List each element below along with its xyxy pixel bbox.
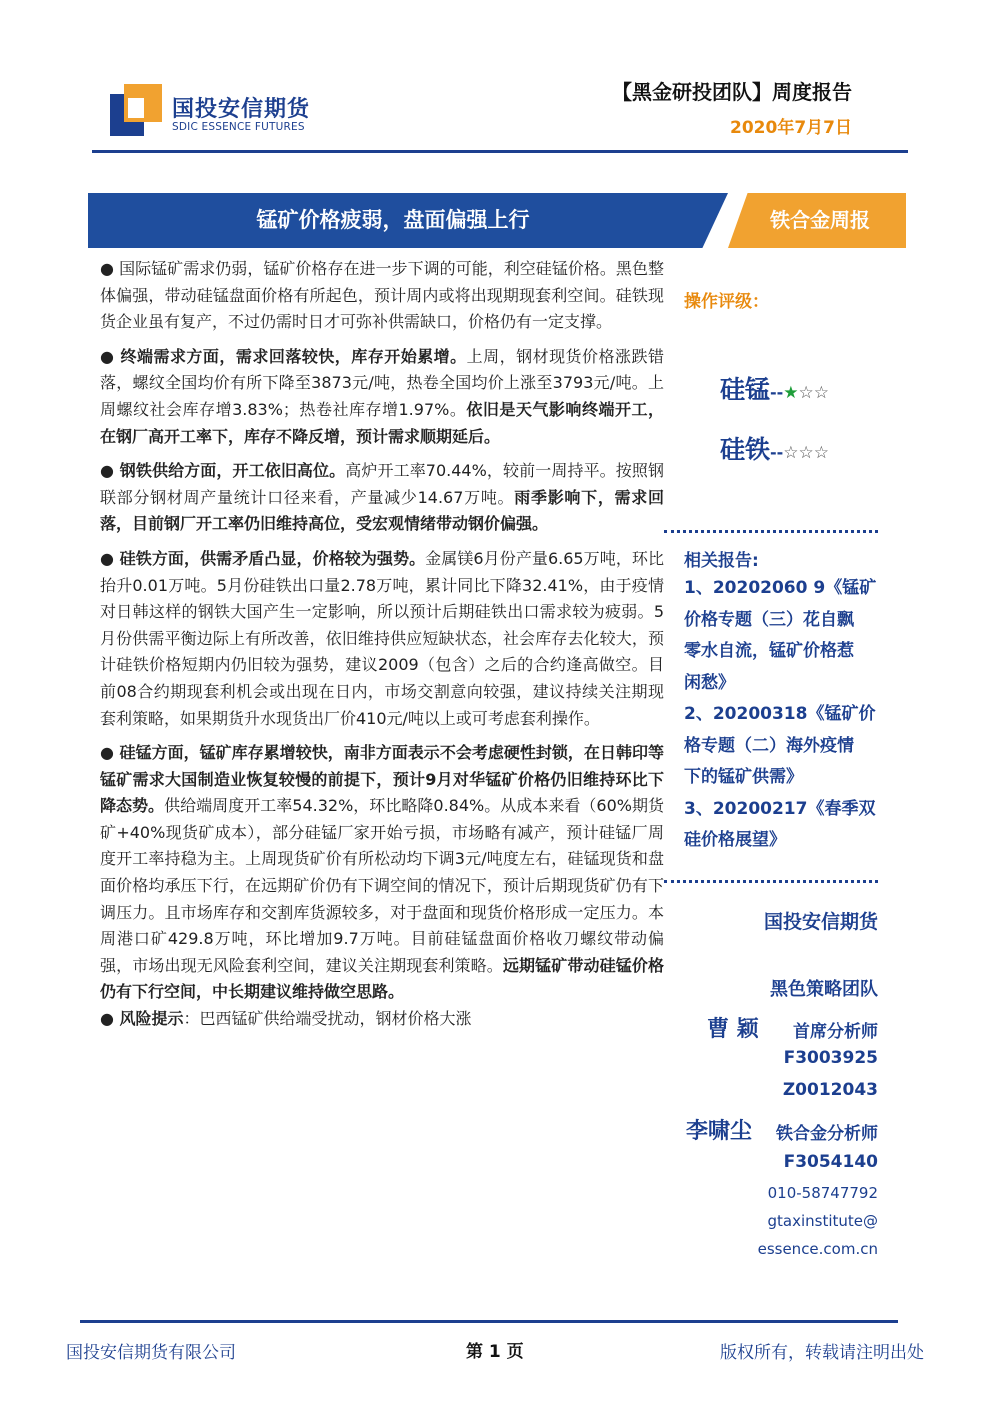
related-report-line[interactable]: 格专题（二）海外疫情 (684, 735, 854, 756)
header-divider (92, 150, 908, 153)
related-report-line[interactable]: 3、20200217《春季双 (684, 798, 876, 819)
risk-heading: ● 风险提示 (100, 1009, 184, 1029)
ferrosilicon-heading: ● 硅铁方面，供需矛盾凸显，价格较为强势。 (100, 548, 426, 568)
analyst2-license: F3054140 (783, 1152, 878, 1172)
demand-text: 上周，钢材现货价格涨跌错落，螺纹全国均价有所下降至3873元/吨，热卷全国均价上涨至3793元/吨。上周螺纹社会库存增3.83%；热卷社库存增1.97%。 (100, 346, 664, 419)
supply-heading: ● 钢铁供给方面，开工依旧高位。 (100, 461, 346, 481)
analyst1-license: F3003925 (783, 1048, 878, 1068)
footer-divider (80, 1320, 898, 1323)
report-date: 2020年7月7日 (730, 118, 852, 138)
analyst1-license: Z0012043 (782, 1080, 878, 1100)
ferrosilicon-text: 金属镁6月份产量6.65万吨，环比抬升0.01万吨。5月份硅铁出口量2.78万吨，累计同比下降32.41%，由于疫情对日韩这样的钢铁大国产生一定影响，所以预计后期硅铁出口需求较为疲弱。5月份供需平衡边际上有所改善，依旧维持供应短缺状态，社会库存去化较大，预计硅铁价格短期内仍旧较为强势，建议2009（包含）之后的合约逢高做空。目前08合约期现套利机会或出现在日内，市场交割意向较强，建议持续关注期现套利策略，如果期货升水现货出厂价410元/吨以上或可考虑套利操作。 (100, 548, 664, 728)
related-reports-heading: 相关报告: (684, 551, 759, 571)
star-filled-icon: ★ (783, 383, 799, 403)
analyst1-name: 曹 颖 (707, 1017, 759, 1042)
footer-copyright: 版权所有，转载请注明出处 (720, 1343, 924, 1363)
risk-text: ：巴西锰矿供给端受扰动，钢材价格大涨 (183, 1009, 472, 1029)
logo-mark-icon (110, 84, 162, 136)
rating-dash: -- (770, 383, 784, 402)
sidebar-company: 国投安信期货 (763, 911, 878, 933)
contact-email[interactable]: gtaxinstitute@ (767, 1212, 878, 1230)
supply-conclusion: 雨季影响下，需求回落，目前钢厂开工率仍旧维持高位，受宏观情绪带动钢价偏强。 (100, 487, 664, 534)
demand-heading: ● 终端需求方面，需求回落较快，库存开始累增。 (100, 346, 467, 366)
demand-conclusion: 依旧是天气影响终端开工，在钢厂高开工率下，库存不降反增，预计需求顺期延后。 (100, 399, 664, 446)
paragraph-risk (100, 1006, 664, 1033)
paragraph-supply (100, 458, 664, 538)
logo-text-en: SDIC ESSENCE FUTURES (172, 121, 305, 133)
star-empty-icon: ☆☆☆ (783, 443, 830, 463)
dotted-divider (664, 880, 878, 883)
related-report-line[interactable]: 零水自流，锰矿价格惹 (684, 641, 854, 661)
paragraph-summary: ● 国际锰矿需求仍弱，锰矿价格存在进一步下调的可能，利空硅锰价格。黑色整体偏强，带动硅锰盘面价格有所起色，预计周内或将出现期现套利空间。硅铁现货企业虽有复产，不过仍需时日才可弥补供需缺口，价格仍有一定支撑。 (100, 259, 664, 332)
related-report-line[interactable]: 下的锰矿供需》 (684, 767, 803, 787)
sidebar-team: 黑色策略团队 (770, 979, 878, 1000)
analyst1-title: 首席分析师 (793, 1022, 878, 1042)
related-report-line[interactable]: 硅价格展望》 (684, 830, 786, 850)
page-number: 第 1 页 (466, 1342, 524, 1362)
paragraph-silicomanganese (100, 740, 664, 1006)
contact-phone: 010-58747792 (767, 1184, 878, 1202)
banner-title: 锰矿价格疲弱，盘面偏强上行 (256, 208, 530, 232)
related-report-line[interactable]: 2、20200318《锰矿价 (684, 704, 876, 724)
rating-row-ferrosilicon (720, 430, 829, 466)
silicomanganese-heading: ● 硅锰方面，锰矿库存累增较快，南非方面表示不会考虑硬性封锁，在日韩印等锰矿需求大国制造业恢复较慢的前提下，预计9月对华锰矿价格仍旧维持环比下降态势。 (100, 743, 664, 816)
main-content (100, 256, 664, 1033)
related-report-line[interactable]: 价格专题（三）花自飘 (684, 609, 854, 630)
related-report-line[interactable]: 1、20202060 9《锰矿 (684, 578, 877, 598)
rating-label: 操作评级： (684, 292, 769, 312)
dotted-divider (664, 530, 878, 533)
rating-product: 硅铁 (720, 435, 771, 464)
rating-product: 硅锰 (720, 375, 771, 404)
star-empty-icon: ☆☆ (798, 383, 830, 403)
analyst2-name: 李啸尘 (686, 1119, 753, 1144)
related-report-line[interactable]: 闲愁》 (684, 672, 735, 693)
paragraph-ferrosilicon (100, 546, 664, 732)
related-reports-list (684, 573, 884, 857)
analyst2-title: 铁合金分析师 (776, 1124, 878, 1144)
silicomanganese-conclusion: 远期锰矿带动硅锰价格仍有下行空间，中长期建议维持做空思路。 (100, 955, 664, 1002)
rating-row-silicomanganese (720, 370, 829, 406)
report-title: 【黑金研投团队】周度报告 (612, 80, 852, 104)
footer-company: 国投安信期货有限公司 (66, 1343, 236, 1363)
logo-text-cn: 国投安信期货 (172, 97, 311, 122)
supply-text: 高炉开工率70.44%，较前一周持平。按照钢联部分钢材周产量统计口径来看，产量减少14.67万吨。 (100, 461, 664, 507)
category-tag: 铁合金周报 (770, 208, 870, 232)
silicomanganese-text: 供给端周度开工率54.32%，环比略降0.84%。从成本来看（60%期货矿+40%现货矿成本），部分硅锰厂家开始亏损，市场略有减产，预计硅锰厂周度开工率持稳为主。上周现货矿价有所松动均下调3元/吨度左右，硅锰现货和盘面价格均承压下行，在远期矿价仍有下调空间的情况下，预计后期现货矿仍有下调压力。且市场库存和交割库货源较多，对于盘面和现货价格形成一定压力。本周港口矿429.8万吨，环比增加9.7万吨。目前硅锰盘面价格收刀螺纹带动偏强，市场出现无风险套利空间，建议关注期现套利策略。 (100, 796, 664, 975)
contact-email-domain[interactable]: essence.com.cn (757, 1240, 878, 1258)
rating-dash: -- (770, 443, 784, 462)
paragraph-demand (100, 344, 664, 450)
